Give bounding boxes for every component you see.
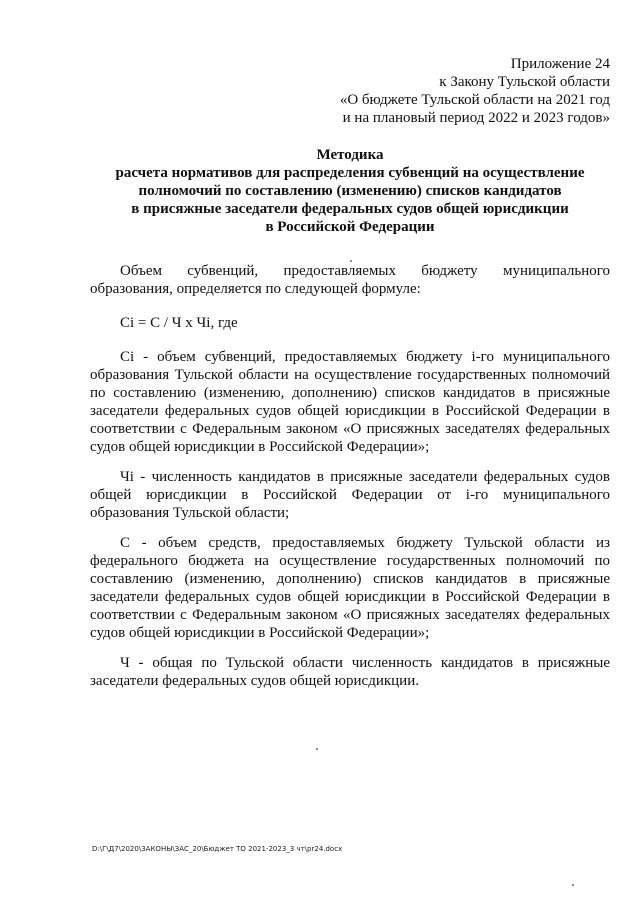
scan-speck bbox=[316, 748, 318, 750]
formula: Ci = C / Ч x Чi, где bbox=[120, 315, 238, 331]
appendix-line-4: и на плановый период 2022 и 2023 годов» bbox=[342, 110, 610, 126]
document-body bbox=[90, 262, 610, 702]
title-line-3: полномочий по составлению (изменению) списков кандидатов bbox=[138, 183, 562, 199]
title-line-2: расчета нормативов для распределения субвенций на осуществление bbox=[115, 165, 585, 181]
title-line-5: в Российской Федерации bbox=[265, 219, 435, 235]
scan-speck bbox=[572, 884, 574, 886]
definition-c: С - объем средств, предоставляемых бюджету Тульской области из федерального бюджета на осуществление государственных полномочий по составлению (изменению, дополнению) списков кандидатов в присяжные заседатели федеральных судов общей юрисдикции в Российской Федерации в соответствии с Федеральным законом «О присяжных заседателях федеральных судов общей юрисдикции в Российской Федерации»; bbox=[90, 535, 610, 641]
definition-ch: Ч - общая по Тульской области численность кандидатов в присяжные заседатели федеральных судов общей юрисдикции. bbox=[90, 655, 610, 689]
definition-chi: Чi - численность кандидатов в присяжные заседатели федеральных судов общей юрисдикции в Российской Федерации от i-го муниципального образования Тульской области; bbox=[90, 469, 610, 521]
appendix-line-1: Приложение 24 bbox=[510, 56, 610, 72]
intro-paragraph: Объем субвенций, предоставляемых бюджету муниципального образования, определяется по следующей формуле: bbox=[90, 263, 610, 297]
appendix-line-2: к Закону Тульской области bbox=[439, 74, 610, 90]
definition-ci: Ci - объем субвенций, предоставляемых бюджету i-го муниципального образования Тульской области на осуществление государственных полномочий по составлению (изменению, дополнению) списков кандидатов в присяжные заседатели федеральных судов общей юрисдикции в Российской Федерации в соответствии с Федеральным законом «О присяжных заседателях федеральных судов общей юрисдикции в Российской Федерации»; bbox=[90, 349, 610, 455]
title-line-4: в присяжные заседатели федеральных судов общей юрисдикции bbox=[131, 201, 569, 217]
appendix-line-3: «О бюджете Тульской области на 2021 год bbox=[339, 92, 610, 108]
title-line-1: Методика bbox=[316, 147, 384, 163]
scan-speck bbox=[350, 260, 352, 262]
appendix-header bbox=[310, 55, 610, 127]
file-path-footer: D:\Г\Д7\2020\ЗАКОНЫ\ЗАС_20\Бюджет ТО 2021-2023_3 чт\pr24.docx bbox=[92, 845, 343, 853]
document-title bbox=[90, 146, 610, 236]
